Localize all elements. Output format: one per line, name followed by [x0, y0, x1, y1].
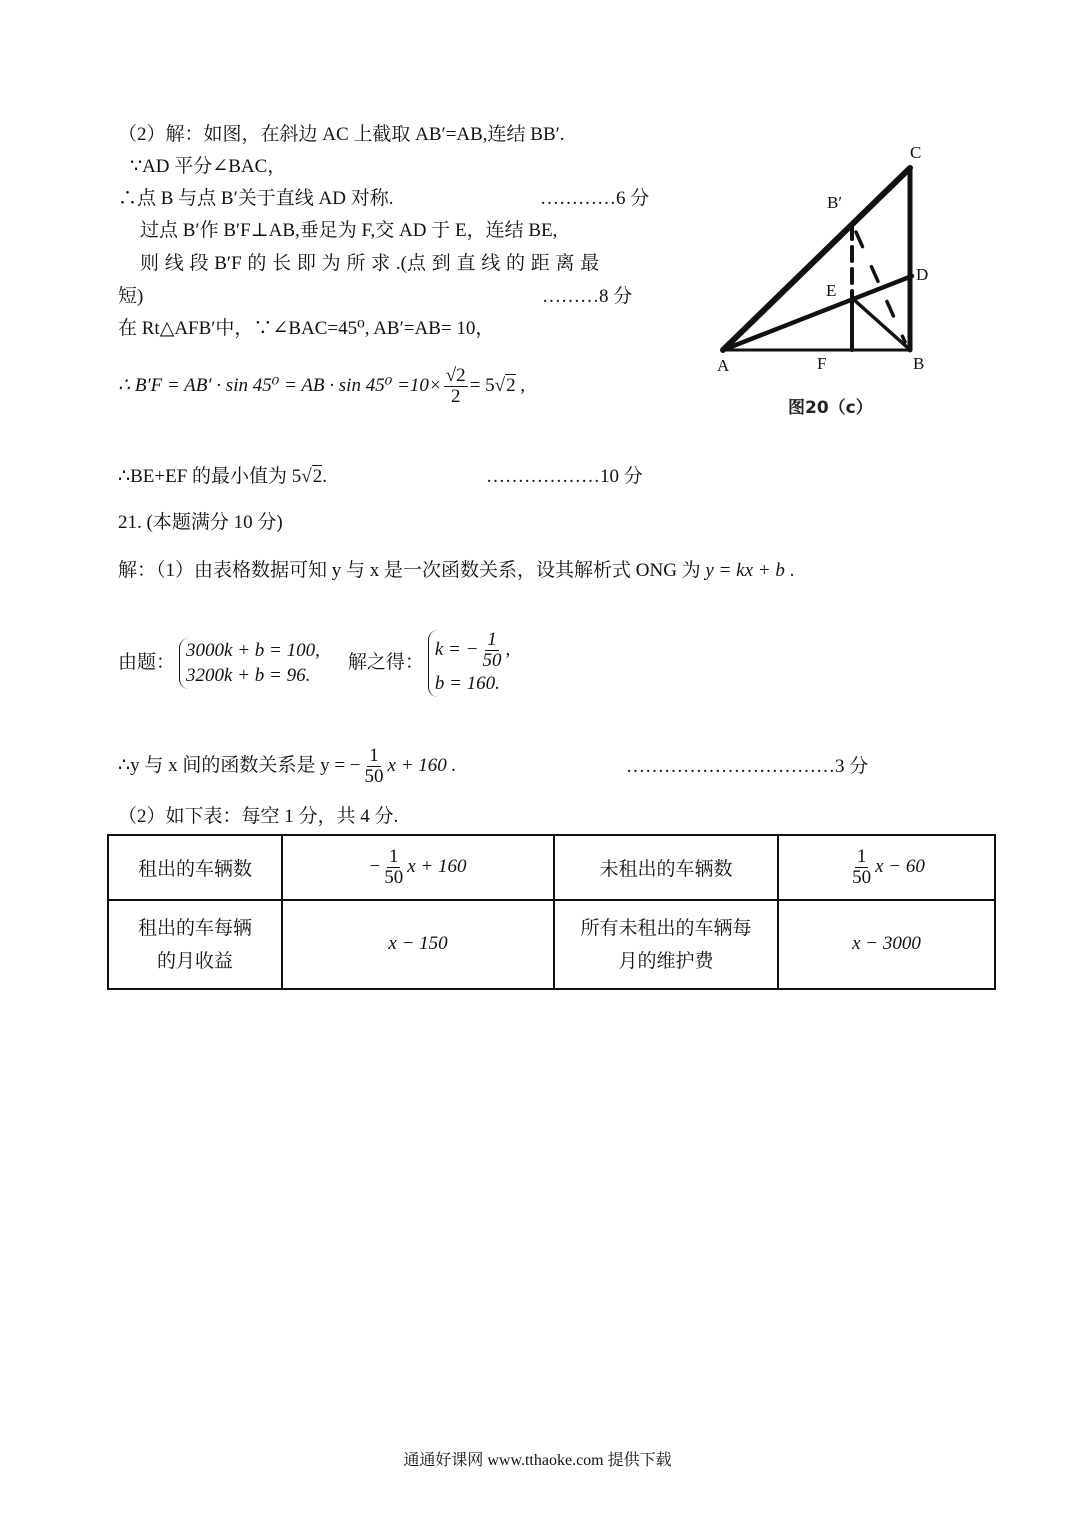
denominator: 50: [364, 765, 384, 787]
cell-monthly-income-value: x − 150: [282, 900, 554, 989]
label-b: B: [913, 354, 925, 373]
line-shortest: 短): [118, 286, 144, 307]
line-rt-triangle: 在 Rt△AFB′中，∵∠BAC=45⁰, AB′=AB= 10，: [118, 318, 495, 339]
denominator: 2: [450, 385, 461, 407]
q21-part1-text: 解：（1）由表格数据可知 y 与 x 是一次函数关系，设其解析式 ONG 为: [118, 560, 706, 581]
line-symmetric: ∴点 B 与点 B′关于直线 AD 对称.: [118, 188, 394, 209]
cell-maintenance-label: [554, 900, 778, 989]
numerator: √2: [445, 365, 466, 386]
label-line2: 的月收益: [156, 949, 233, 972]
result-tail: x + 160 .: [387, 754, 457, 776]
label-line1: 租出的车每辆: [137, 917, 252, 940]
line-bisector: ∵AD 平分∠BAC，: [130, 156, 287, 177]
period: .: [784, 560, 795, 581]
question-21-title: 21. (本题满分 10 分): [118, 512, 283, 533]
denominator: 50: [482, 649, 502, 671]
score-8: ………8 分: [542, 286, 633, 307]
table-row: [108, 900, 995, 989]
numerator: 1: [487, 629, 497, 650]
score-3: ……………………………3 分: [626, 756, 869, 777]
figure-caption: 图20（c）: [788, 398, 873, 418]
label-f: F: [817, 354, 827, 373]
fraction-1-over-50: [480, 630, 503, 671]
segment-eb: [852, 298, 908, 348]
numerator: 1: [369, 745, 379, 766]
footer: 通通好课网 www.tthaoke.com 提供下载: [403, 1452, 672, 1469]
cell-maintenance-value: x − 3000: [778, 900, 995, 989]
solution-brace: [428, 630, 510, 697]
bisector-ad: [723, 276, 912, 350]
line-part2-intro: （2）解：如图，在斜边 AC 上截取 AB′=AB,连结 BB′.: [118, 124, 565, 145]
expression: x − 60: [875, 855, 925, 877]
minimum-text: ∴BE+EF 的最小值为 5: [118, 466, 302, 487]
q21-part2: （2）如下表：每空 1 分，共 4 分.: [118, 806, 399, 827]
line-segment: 则 线 段 B′F 的 长 即 为 所 求 .(点 到 直 线 的 距 离 最: [140, 253, 600, 274]
label-line2: 月的维护费: [618, 949, 714, 972]
line-perpendicular: 过点 B′作 B′F⊥AB,垂足为 F,交 AD 于 E，连结 BE,: [140, 220, 558, 241]
system-brace: [179, 638, 320, 689]
system-label: 由题：: [118, 651, 176, 673]
denominator: 50: [852, 867, 872, 888]
sqrt-icon: √: [301, 466, 312, 487]
cell-monthly-income-label: [108, 900, 282, 989]
equation-bf: [118, 366, 525, 407]
rental-table: [107, 834, 996, 990]
cell-rented-count-value: [282, 835, 554, 900]
cell-unrented-count-value: [778, 835, 995, 900]
solution-label: 解之得：: [347, 651, 424, 673]
label-d: D: [916, 265, 929, 284]
linear-function: y = kx + b: [705, 560, 785, 581]
equation-bf-lhs: ∴ B′F = AB′ · sin 45⁰ = AB · sin 45⁰ =10×: [118, 374, 442, 396]
equation-system: [118, 630, 510, 697]
q21-part1: [118, 560, 794, 583]
fraction-sqrt2-over-2: [444, 366, 468, 407]
numerator: 1: [856, 846, 867, 868]
numerator: 1: [388, 846, 399, 868]
system-eq1: 3000k + b = 100,: [186, 639, 320, 661]
comma: ,: [505, 638, 511, 660]
expression: x + 160: [407, 855, 467, 877]
radicand: 2: [506, 374, 516, 396]
line-minimum: [118, 466, 327, 489]
result-function: [118, 746, 456, 787]
sqrt-icon: √: [494, 374, 506, 396]
fraction: [382, 847, 405, 888]
cell-rented-count-label: 租出的车辆数: [108, 835, 282, 900]
minus: −: [369, 855, 381, 877]
label-e: E: [826, 281, 837, 300]
score-10: ………………10 分: [486, 466, 643, 487]
label-c: C: [910, 143, 922, 162]
figure-20c: [700, 130, 950, 430]
table-row: [108, 835, 995, 900]
fraction: [850, 847, 873, 888]
radicand: 2: [312, 466, 323, 487]
label-line1: 所有未租出的车辆每: [580, 917, 752, 940]
result-text: ∴y 与 x 间的函数关系是 y = −: [118, 754, 361, 776]
solution-b: b = 160.: [434, 672, 500, 694]
solution-k: k = −: [434, 638, 479, 660]
comma: ,: [515, 374, 526, 396]
label-a: A: [717, 356, 730, 375]
denominator: 50: [384, 867, 404, 888]
fraction-1-over-50: [363, 746, 386, 787]
label-b-prime: B′: [827, 193, 843, 212]
period: .: [322, 466, 327, 487]
equals-5: = 5: [469, 374, 495, 396]
system-eq2: 3200k + b = 96.: [186, 665, 311, 687]
cell-unrented-count-label: 未租出的车辆数: [554, 835, 778, 900]
score-6: …………6 分: [540, 188, 650, 209]
